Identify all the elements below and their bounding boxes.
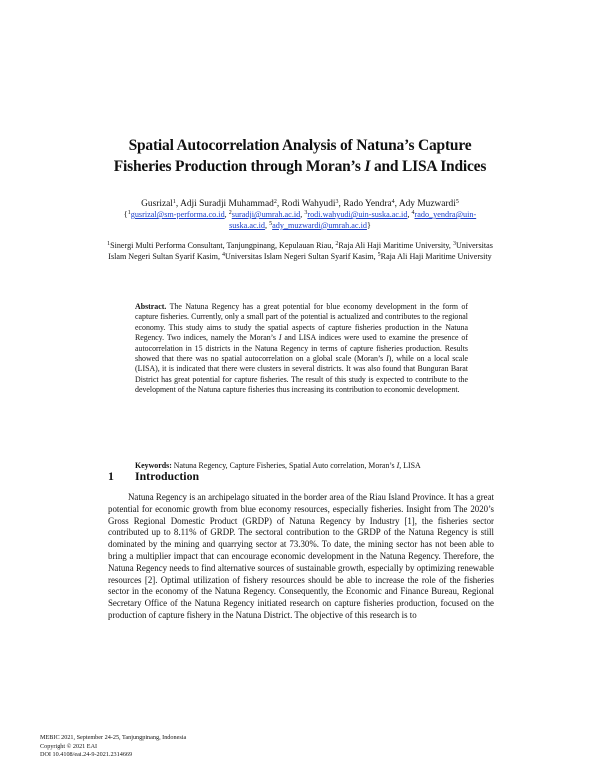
abstract-label: Abstract. <box>135 302 167 311</box>
section-number: 1 <box>108 469 114 483</box>
author-name: Gusrizal <box>141 199 173 209</box>
doi: DOI 10.4108/eai.24-9-2021.2314669 <box>40 751 133 758</box>
author-name: Rodi Wahyudi <box>281 199 336 209</box>
keywords: Keywords: Natuna Regency, Capture Fisheries, Spatial Auto correlation, Moran’s I, LISA <box>135 461 421 470</box>
author-emails: {$^1$gusrizal@sm-performa.co.id, $^2$suradji@umrah.ac.id, $^3$rodi.wahyudi@uin-suska.ac.id, $^4$rado_yendra@uin-suska.ac.id, $^5$ady_muzwardi@umrah.ac.id} <box>123 210 477 230</box>
author-list: Gusrizal$^1$, Adji Suradji Muhammad$^2$, Rodi Wahyudi$^3$, Rado Yendra$^4$, Ady Muzwardi$^5$ <box>141 199 459 209</box>
email-link[interactable]: rado_yendra@uin-suska.ac.id <box>229 210 477 230</box>
title-line-2: Fisheries Production through Moran’s I and LISA Indices <box>113 158 487 175</box>
abstract: Abstract. The Natuna Regency has a great potential for blue economy development in the form of capture fisheries. Currently, only a small part of the potential is actualized and contributes to the regional economy. This study aims to study the spatial aspects of capture fisheries production in the Natuna Regency. Two indices, namely the Moran’s I and LISA indices were used to examine the presence of autocorrelation in 15 districts in the Natuna Regency in terms of capture fisheries production. Results showed that there was no spatial autocorrelation on a global scale (Moran’s I), while on a local scale (LISA), it is indicated that there were clusters in several districts. It was also found that Bunguran Barat District has great potential for capture fisheries. The result of this study is expected to contribute to the development of the Natuna capture fisheries thus increasing its contribution to economic development. <box>135 302 468 395</box>
email-link[interactable]: gusrizal@sm-performa.co.id <box>130 210 225 219</box>
conference-info: MEBIC 2021, September 24-25, Tanjungpinang, Indonesia <box>40 734 187 741</box>
author-name: Ady Muzwardi <box>398 199 456 209</box>
author-name: Rado Yendra <box>343 199 392 209</box>
title-line-1: Spatial Autocorrelation Analysis of Natuna’s Capture <box>128 137 472 154</box>
paper-title <box>60 135 540 177</box>
email-link[interactable]: suradji@umrah.ac.id <box>231 210 301 219</box>
page-footer <box>40 734 340 760</box>
section-heading-introduction <box>108 469 488 483</box>
author-name: Adji Suradji Muhammad <box>180 199 274 209</box>
email-link[interactable]: rodi.wahyudi@uin-suska.ac.id <box>307 210 408 219</box>
email-link[interactable]: ady_muzwardi@umrah.ac.id <box>272 220 367 230</box>
copyright: Copyright © 2021 EAI <box>40 742 98 750</box>
section-title: Introduction <box>135 469 200 483</box>
keywords-label: Keywords: <box>135 461 172 470</box>
intro-paragraph: Natuna Regency is an archipelago situated in the border area of the Riau Island Province. It has a great potential for economic growth from blue economy resources, especially fisheries. Insight from The 2020’s Gross Regional Domestic Product (GRDP) of Natuna Regency by Industry [1], the fisheries sector contributed up to 8.11% of GRDP. The sectoral contribution to the GRDP of the Natuna Regency is still dominated by the mining and quarrying sector at 73.30%. To date, the mining sector has not been able to bring a multiplier impact that can encourage economic development in the Natuna Regency. Therefore, the Natuna Regency needs to find alternative sources of sustainable growth, especially by optimizing renewable resources [2]. Optimal utilization of fishery resources should be able to increase the role of the fisheries sector in the economy of the Natuna Regency. Consequently, the Economic and Finance Bureau, Regional Secretary Office of the Natuna Regency initiated research on capture fisheries production, focused on the production of capture fishery in the Natuna District. The objective of this research is to <box>108 492 494 620</box>
affiliations: $^1$Sinergi Multi Performa Consultant, Tanjungpinang, Kepulauan Riau, $^2$Raja Ali Haji Maritime University, $^3$Universitas Islam Negeri Sultan Syarif Kasim, $^4$Universitas Islam Negeri Sultan Syarif Kasim, $^5$Raja Ali Haji Maritime University <box>107 241 493 261</box>
